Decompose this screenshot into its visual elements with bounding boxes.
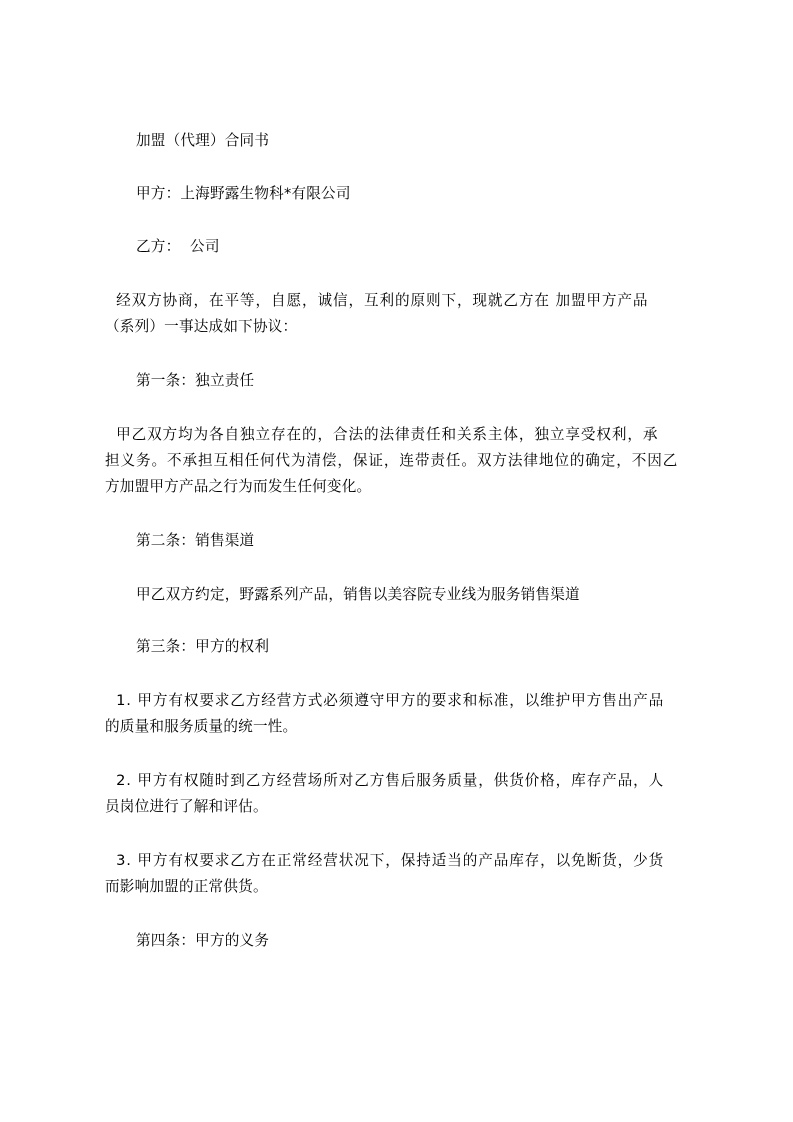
- intro-line-2: （系列）一事达成如下协议：: [105, 318, 298, 335]
- party-a-line: 甲方：上海野露生物科*有限公司: [136, 185, 351, 202]
- article3-item1-line-1: 1. 甲方有权要求乙方经营方式必须遵守甲方的要求和标准，以维护甲方售出产品: [105, 692, 665, 709]
- article4-heading: 第四条：甲方的义务: [136, 932, 270, 949]
- article3-item3-line-2: 而影响加盟的正常供货。: [105, 878, 268, 895]
- article3-item3-line-1: 3. 甲方有权要求乙方在正常经营状况下，保持适当的产品库存，以免断货，少货: [105, 852, 665, 869]
- article1-line-3: 方加盟甲方产品之行为而发生任何变化。: [105, 478, 372, 495]
- article3-item1-line-2: 的质量和服务质量的统一性。: [105, 718, 298, 735]
- article3-item2-line-1: 2. 甲方有权随时到乙方经营场所对乙方售后服务质量，供货价格，库存产品，人: [105, 772, 665, 789]
- party-b-line: 乙方： 公司: [136, 238, 220, 255]
- article1-heading: 第一条：独立责任: [136, 372, 255, 389]
- contract-title: 加盟（代理）合同书: [136, 132, 270, 149]
- article1-line-2: 担义务。不承担互相任何代为清偿，保证，连带责任。双方法律地位的确定，不因乙: [105, 452, 679, 469]
- article1-line-1: 甲乙双方均为各自独立存在的，合法的法律责任和关系主体，独立享受权利，承: [105, 426, 659, 443]
- article2-body: 甲乙双方约定，野露系列产品，销售以美容院专业线为服务销售渠道: [136, 586, 580, 603]
- article3-heading: 第三条：甲方的权利: [136, 638, 270, 655]
- article2-heading: 第二条：销售渠道: [136, 532, 255, 549]
- article3-item2-line-2: 员岗位进行了解和评估。: [105, 798, 268, 815]
- intro-line-1: 经双方协商，在平等，自愿，诚信，互利的原则下，现就乙方在 加盟甲方产品: [105, 292, 649, 309]
